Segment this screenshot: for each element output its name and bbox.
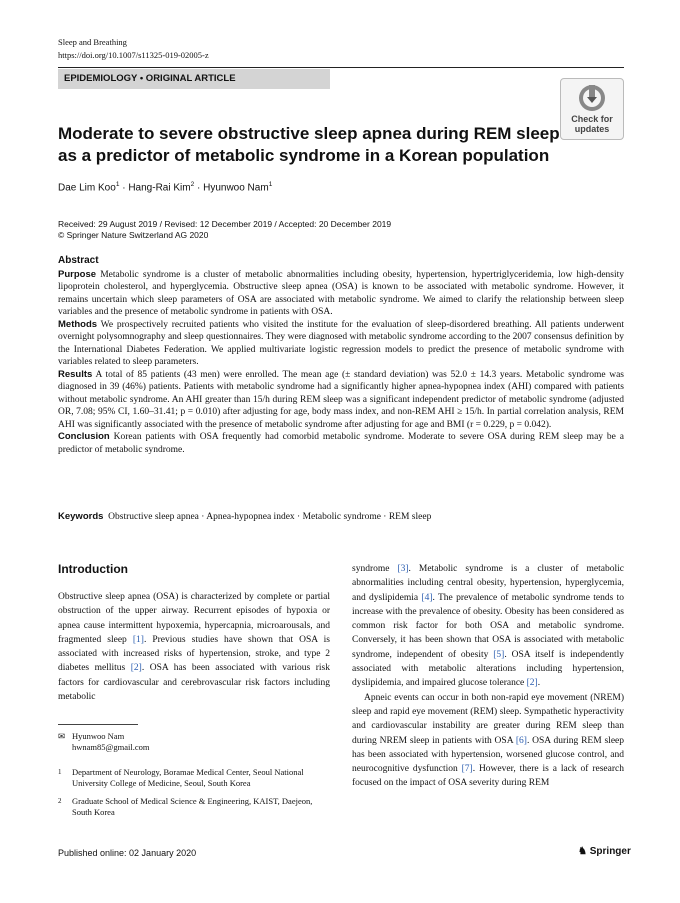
body-text: . Metabolic syndrome is a cluster of metabolic abnormalities including central obesity, hypertension, hyperglycemia, and dyslipidemia: [352, 564, 624, 603]
body-text: . OSA has been associated with various risk factors for cardiovascular and cerebrovascular risk factors including metabolic: [58, 663, 330, 703]
envelope-icon: ✉: [58, 731, 66, 741]
citation-link[interactable]: [2]: [130, 663, 142, 674]
author-affiliation-mark: 1: [268, 181, 273, 188]
body-text: .: [537, 678, 541, 689]
paragraph: [352, 562, 624, 691]
author-name[interactable]: Hyunwoo Nam: [203, 182, 269, 194]
body-text: syndrome: [352, 564, 398, 574]
author-separator: ·: [194, 182, 204, 194]
published-date: Published online: 02 January 2020: [58, 848, 197, 858]
body-text: Apneic events can occur in both non-rapid eye movement (NREM) sleep and rapid eye movement (REM) sleep. Sympathetic hyperactivity and cardiovascular instability are greater during REM sleep than during NREM sleep in patients with OSA: [352, 692, 624, 746]
affiliation-text: Department of Neurology, Boramae Medical Center, Seoul National University College of Medicine, Seoul, South Korea: [72, 767, 304, 788]
affiliation-number: 2: [58, 797, 62, 805]
abstract-results: [58, 369, 624, 432]
history-dates: Received: 29 August 2019 / Revised: 12 December 2019 / Accepted: 20 December 2019: [58, 219, 392, 229]
abstract-purpose: [58, 269, 624, 319]
footnote-rule: [58, 724, 138, 725]
intro-left-column: [58, 590, 330, 704]
intro-right-column: [352, 562, 624, 791]
article-category: EPIDEMIOLOGY • ORIGINAL ARTICLE: [58, 69, 330, 89]
citation-link[interactable]: [1]: [132, 634, 144, 645]
article-dates: [58, 219, 391, 241]
conclusion-text: Korean patients with OSA frequently had comorbid metabolic syndrome. Moderate to severe OSA during REM sleep may be a predictor of metabolic syndrome.: [58, 432, 625, 455]
purpose-text: Metabolic syndrome is a cluster of metabolic abnormalities including obesity, hypertension, hypertriglyceridemia, low high-density lipoprotein cholesterol, and hyperglycemia. Obstructive sleep apnea (OSA) is known to be associated with metabolic syndrome. However, it remains uncertain which sleep parameters of OSA are associated with metabolic syndrome. We aimed to clarify the relationship between sleep variables and the presence of metabolic syndrome in patients with OSA.: [58, 269, 625, 317]
journal-name: Sleep and Breathing: [58, 37, 127, 47]
citation-link[interactable]: [6]: [515, 735, 527, 746]
affiliation-text: Graduate School of Medical Science & Engineering, KAIST, Daejeon, South Korea: [72, 796, 313, 817]
correspondence-email[interactable]: hwnam85@gmail.com: [72, 742, 150, 752]
correspondence-block: [58, 731, 149, 753]
body-text: . OSA itself is independently associated with metabolic alterations including hypertension, dyslipidemia, and impaired glucose tolerance: [352, 649, 624, 689]
purpose-label: Purpose: [58, 268, 97, 280]
paragraph: [352, 691, 624, 791]
affiliation-1: [58, 767, 330, 789]
header-rule: [58, 67, 624, 68]
citation-link[interactable]: [3]: [397, 564, 409, 574]
results-text: A total of 85 patients (43 men) were enrolled. The mean age (± standard deviation) was 52.0 ± 14.3 years. Metabolic syndrome was diagnosed in 39 (46%) patients. Patients with metabolic syndrome had a significantly higher apnea-hypopnea index (AHI) compared with patients without metabolic syndrome. An AHI greater than 15/h during REM sleep was a significant independent predictor of metabolic syndrome (adjusted OR, 7.08; 95% CI, 1.60–31.41; p = 0.010) after adjusting for age, body mass index, and non-REM AHI ≥ 15/h. In partial correlation analysis, REM AHI was significantly associated with the presence of metabolic syndrome after adjusting for age and BMI (r = 0.229, p = 0.042).: [58, 369, 624, 430]
copyright-line: © Springer Nature Switzerland AG 2020: [58, 230, 209, 240]
keywords-line: [58, 511, 624, 522]
doi-link[interactable]: https://doi.org/10.1007/s11325-019-02005-z: [58, 50, 209, 60]
check-updates-icon: [577, 83, 607, 113]
correspondence-name: Hyunwoo Nam: [72, 731, 125, 741]
citation-link[interactable]: [4]: [421, 592, 433, 603]
citation-link[interactable]: [2]: [526, 678, 538, 689]
abstract-methods: [58, 319, 624, 369]
methods-text: We prospectively recruited patients who visited the institute for the evaluation of sleep-disordered breathing. All patients underwent overnight polysomnography and sleep questionnaires. They were diagnosed with metabolic syndrome according to the 2007 consensus definition by the International Diabetes Federation. We applied multivariate logistic regression models to predict the presence of metabolic syndrome with variables related to sleep parameters.: [58, 319, 624, 367]
abstract-heading: Abstract: [58, 255, 99, 266]
author-affiliation-mark: 1: [115, 181, 120, 188]
abstract-section: [58, 255, 624, 456]
keywords-text: Obstructive sleep apnea · Apnea-hypopnea index · Metabolic syndrome · REM sleep: [108, 512, 432, 522]
body-text: . Previous studies have shown that OSA is associated with increased risks of hypertension, stroke, and type 2 diabetes mellitus: [58, 634, 330, 674]
publisher-logo: [578, 846, 631, 857]
citation-link[interactable]: [7]: [461, 764, 473, 775]
conclusion-label: Conclusion: [58, 431, 110, 442]
affiliation-number: 1: [58, 768, 62, 776]
author-affiliation-mark: 2: [190, 181, 195, 188]
citation-link[interactable]: [5]: [493, 649, 505, 660]
author-list: [58, 181, 272, 193]
keywords-label: Keywords: [58, 511, 104, 522]
results-label: Results: [58, 368, 93, 380]
body-text: . OSA during REM sleep has been associated with hypertension, worsened glucose control, and neurocognitive dysfunction: [352, 735, 625, 775]
springer-horse-icon: ♞: [578, 846, 587, 857]
publisher-name: Springer: [589, 846, 631, 857]
author-name[interactable]: Dae Lim Koo: [58, 182, 116, 194]
abstract-conclusion: [58, 431, 624, 456]
article-title: Moderate to severe obstructive sleep apnea during REM sleep as a predictor of metabolic syndrome in a Korean population: [58, 124, 560, 165]
check-updates-label: Check for updates: [571, 114, 613, 134]
author-separator: ·: [119, 182, 129, 194]
affiliation-2: [58, 796, 330, 818]
body-text: . The prevalence of metabolic syndrome tends to increase with the prevalence of obesity. Obesity has been considered as common risk factor for both OSA and metabolic syndrome. Conversely, it has been shown that OSA is associated with metabolic syndrome, independent of obesity: [352, 592, 624, 660]
introduction-heading: Introduction: [58, 562, 128, 576]
author-name[interactable]: Hang-Rai Kim: [128, 182, 191, 194]
body-text: Obstructive sleep apnea (OSA) is characterized by complete or partial obstruction of the upper airway. Recurrent episodes of hypoxia or apnea cause intermittent hypoxemia, hypercapnia, microarousals, and fragmented sleep: [58, 592, 330, 645]
methods-label: Methods: [58, 318, 98, 330]
body-text: . However, there is a lack of research focused on the impact of OSA severity during REM: [352, 764, 624, 789]
